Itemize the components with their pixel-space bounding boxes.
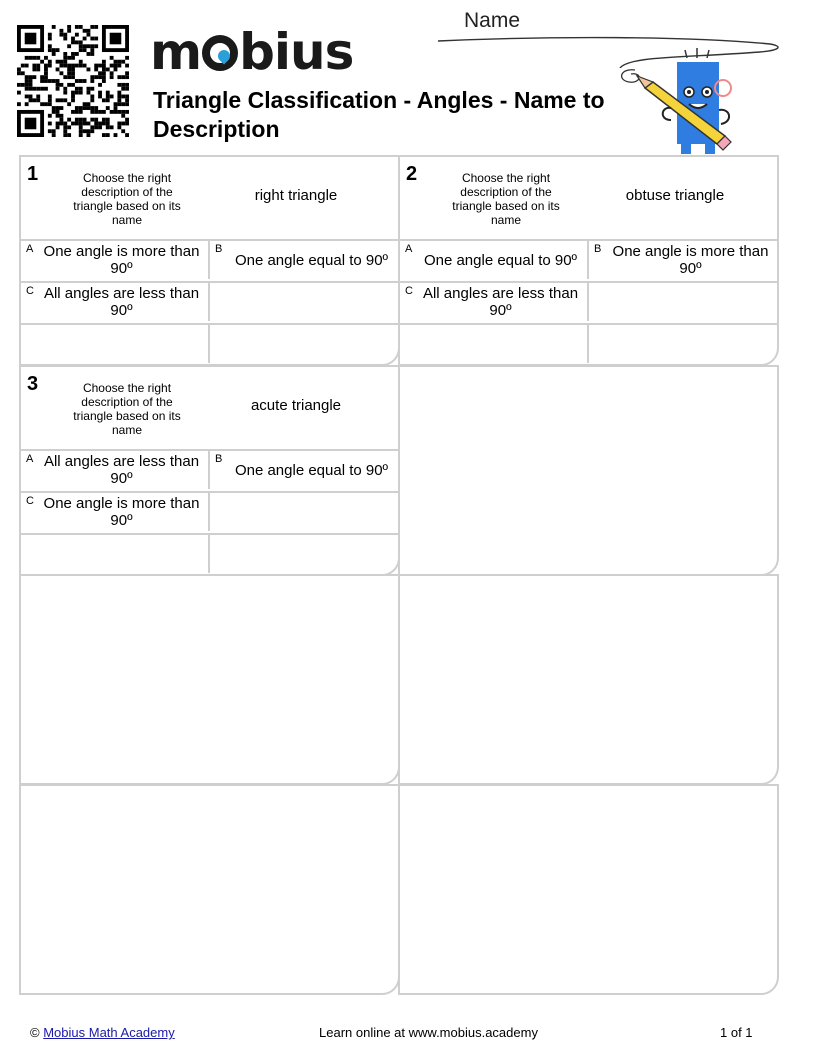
option-letter: A xyxy=(26,243,34,255)
logo-o-icon xyxy=(202,35,238,71)
qr-code-icon xyxy=(17,25,129,137)
answer-row xyxy=(21,281,399,321)
answer-option-b[interactable] xyxy=(210,241,399,279)
mobius-logo xyxy=(150,22,353,82)
question-number: 3 xyxy=(27,373,39,395)
answer-row xyxy=(400,239,778,279)
option-letter: B xyxy=(215,243,223,255)
question-card-2 xyxy=(398,155,779,366)
triangle-term: acute triangle xyxy=(250,397,342,414)
option-letter: C xyxy=(405,285,413,297)
empty-answer-cell xyxy=(400,325,589,363)
empty-answer-cell xyxy=(589,283,778,321)
footer-copyright xyxy=(30,1025,175,1040)
footer-academy-link[interactable]: Mobius Math Academy xyxy=(43,1025,175,1040)
empty-answer-cell xyxy=(21,535,210,573)
option-letter: B xyxy=(594,243,602,255)
option-text: One angle equal to 90º xyxy=(423,252,578,269)
answer-option-a[interactable] xyxy=(400,241,589,279)
question-number: 1 xyxy=(27,163,39,185)
option-letter: C xyxy=(26,495,34,507)
answer-row xyxy=(21,491,399,531)
copyright-symbol: © xyxy=(30,1025,40,1040)
answer-option-a[interactable] xyxy=(21,241,210,279)
empty-answer-cell xyxy=(589,325,778,363)
question-number: 2 xyxy=(406,163,418,185)
answer-option-b[interactable] xyxy=(210,451,399,489)
triangle-term: right triangle xyxy=(254,187,338,204)
empty-answer-cell xyxy=(21,325,210,363)
option-letter: C xyxy=(26,285,34,297)
question-prompt: Choose the right description of the triangle based on its name xyxy=(452,171,560,227)
empty-card xyxy=(19,574,400,785)
logo-drop-icon xyxy=(216,48,233,65)
empty-answer-cell xyxy=(210,493,399,531)
option-text: All angles are less than 90º xyxy=(422,285,579,319)
logo-letter-m: m xyxy=(150,23,202,81)
empty-answer-cell xyxy=(210,283,399,321)
answer-option-c[interactable] xyxy=(21,283,210,321)
page-title: Triangle Classification - Angles - Name to Description xyxy=(153,87,605,142)
empty-answer-cell xyxy=(210,535,399,573)
question-prompt: Choose the right description of the triangle based on its name xyxy=(73,171,181,227)
option-text: One angle is more than 90º xyxy=(612,243,769,277)
option-text: One angle is more than 90º xyxy=(43,243,200,277)
empty-card xyxy=(398,365,779,576)
question-card-1 xyxy=(19,155,400,366)
logo-letters: bius xyxy=(239,23,354,81)
option-text: One angle is more than 90º xyxy=(43,495,200,529)
question-card-3 xyxy=(19,365,400,576)
option-letter: B xyxy=(215,453,223,465)
empty-answer-cell xyxy=(210,325,399,363)
answer-option-c[interactable] xyxy=(21,493,210,531)
mascot-icon xyxy=(615,48,745,156)
empty-card xyxy=(19,784,400,995)
answer-option-b[interactable] xyxy=(589,241,778,279)
name-label: Name xyxy=(464,9,521,32)
option-letter: A xyxy=(405,243,413,255)
footer-page-number: 1 of 1 xyxy=(720,1025,753,1040)
answer-row xyxy=(21,449,399,489)
empty-card xyxy=(398,574,779,785)
answer-option-a[interactable] xyxy=(21,451,210,489)
footer-learn-online: Learn online at www.mobius.academy xyxy=(319,1025,538,1040)
answer-option-c[interactable] xyxy=(400,283,589,321)
option-text: All angles are less than 90º xyxy=(43,285,200,319)
option-text: One angle equal to 90º xyxy=(234,252,389,269)
empty-card xyxy=(398,784,779,995)
answer-row xyxy=(21,533,399,573)
answer-row xyxy=(400,323,778,363)
option-letter: A xyxy=(26,453,34,465)
option-text: One angle equal to 90º xyxy=(234,462,389,479)
question-prompt: Choose the right description of the triangle based on its name xyxy=(73,381,181,437)
triangle-term: obtuse triangle xyxy=(625,187,725,204)
option-text: All angles are less than 90º xyxy=(43,453,200,487)
answer-row xyxy=(400,281,778,321)
answer-row xyxy=(21,323,399,363)
answer-row xyxy=(21,239,399,279)
